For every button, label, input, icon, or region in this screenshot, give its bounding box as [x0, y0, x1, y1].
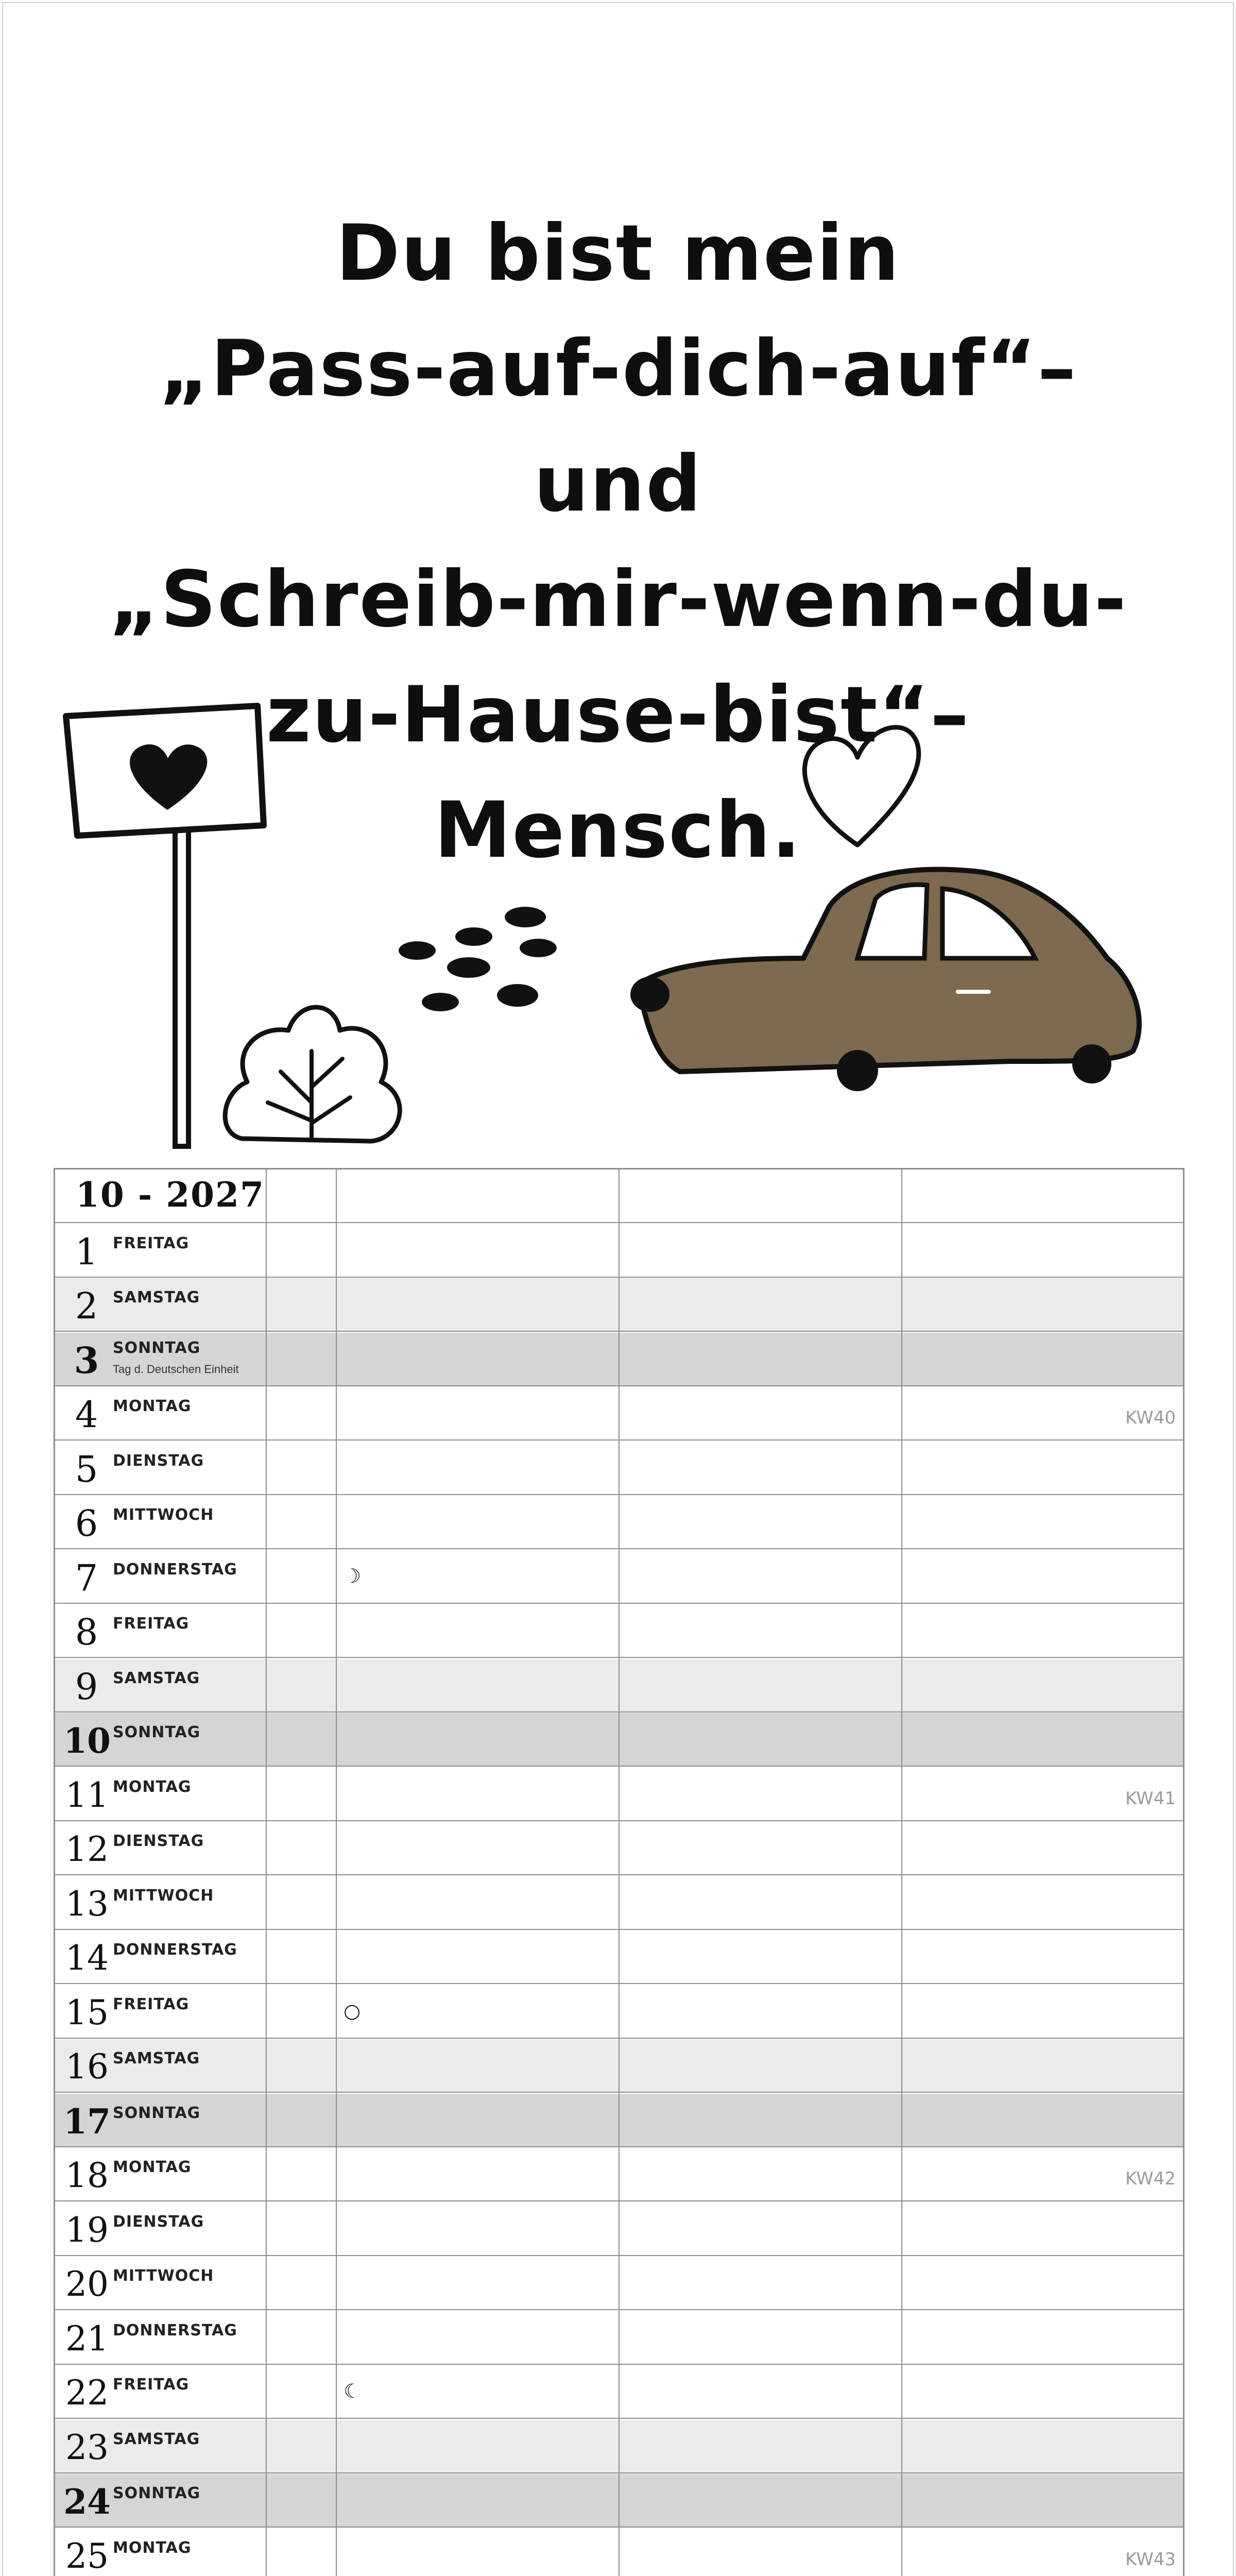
- day-number: 22: [65, 2373, 109, 2413]
- day-number: 7: [75, 1557, 98, 1599]
- weekday-name: SAMSTAG: [113, 1289, 200, 1307]
- quote-line: zu-Hause-bist“–: [266, 670, 970, 760]
- weekday-name: FREITAG: [113, 2376, 190, 2394]
- illustration: [0, 690, 1236, 1154]
- day-number: 20: [65, 2264, 109, 2304]
- weekday-name: FREITAG: [113, 1995, 190, 2013]
- week-number: KW40: [1125, 1408, 1176, 1428]
- weekday-name: SAMSTAG: [113, 1669, 200, 1687]
- quote-line: Mensch.: [434, 786, 802, 875]
- day-number: 6: [75, 1502, 98, 1545]
- day-number: 17: [63, 2102, 111, 2142]
- weekday-name: DONNERSTAG: [113, 2321, 237, 2340]
- weekday-name: DIENSTAG: [113, 2213, 204, 2231]
- day-number: 9: [75, 1666, 98, 1708]
- quote-line: „Schreib-mir-wenn-du-: [109, 555, 1127, 645]
- day-number: 14: [65, 1938, 109, 1978]
- moon-phase-icon: ○: [344, 1999, 361, 2022]
- weekday-name: FREITAG: [113, 1234, 190, 1252]
- day-number: 25: [65, 2536, 109, 2576]
- weekday-name: MITTWOCH: [113, 1506, 214, 1524]
- day-number: 4: [75, 1394, 98, 1436]
- moon-phase-icon: ☾: [344, 2380, 362, 2402]
- weekday-name: DONNERSTAG: [113, 1941, 237, 1959]
- day-number: 23: [65, 2428, 109, 2467]
- column-divider: [336, 1170, 337, 2576]
- weekday-name: SONNTAG: [113, 1723, 201, 1741]
- weekday-name: DIENSTAG: [113, 1832, 204, 1850]
- day-number: 12: [65, 1829, 109, 1869]
- weekday-name: SONNTAG: [113, 1339, 201, 1357]
- weekday-name: SONNTAG: [113, 2484, 201, 2502]
- weekday-name: SONNTAG: [113, 2104, 201, 2122]
- day-number: 10: [63, 1721, 111, 1761]
- weekday-name: SAMSTAG: [113, 2430, 200, 2448]
- weekday-name: DIENSTAG: [113, 1452, 204, 1470]
- day-number: 5: [75, 1448, 98, 1490]
- day-number: 8: [75, 1611, 98, 1653]
- dog-car-icon: [630, 870, 1139, 1091]
- heart-sign-icon: [66, 706, 264, 1146]
- day-number: 16: [65, 2047, 109, 2087]
- weekday-name: MITTWOCH: [113, 1887, 214, 1905]
- weekday-name: SAMSTAG: [113, 2049, 200, 2067]
- paw-prints-icon: [399, 907, 557, 1011]
- day-number: 24: [63, 2482, 111, 2522]
- day-number: 3: [74, 1339, 99, 1382]
- day-number: 2: [75, 1285, 98, 1327]
- quote-line: „Pass-auf-dich-auf“–: [159, 324, 1077, 414]
- leaf-bush-icon: [225, 1007, 400, 1141]
- day-number: 13: [65, 1884, 109, 1924]
- weekday-name: MONTAG: [113, 2539, 192, 2557]
- column-divider: [266, 1170, 267, 2576]
- weekday-name: MONTAG: [113, 1778, 192, 1796]
- calendar-grid: [54, 1168, 1184, 2576]
- weekday-name: MONTAG: [113, 1397, 192, 1415]
- weekday-name: FREITAG: [113, 1615, 190, 1633]
- day-number: 15: [65, 1993, 109, 2032]
- calendar-title: 10 - 2027: [76, 1175, 265, 1215]
- weekday-name: DONNERSTAG: [113, 1561, 237, 1579]
- day-number: 11: [65, 1775, 109, 1815]
- moon-phase-icon: ☽: [344, 1565, 362, 1587]
- week-number: KW43: [1125, 2549, 1176, 2570]
- weekday-name: MONTAG: [113, 2158, 192, 2176]
- day-number: 19: [65, 2210, 109, 2250]
- day-number: 1: [75, 1231, 98, 1273]
- column-divider: [619, 1170, 620, 2576]
- day-number: 18: [65, 2156, 109, 2195]
- holiday-note: Tag d. Deutschen Einheit: [113, 1363, 239, 1376]
- column-divider: [901, 1170, 902, 2576]
- quote-line: Du bist mein: [336, 209, 900, 298]
- week-number: KW42: [1125, 2168, 1176, 2189]
- week-number: KW41: [1125, 1788, 1176, 1809]
- weekday-name: MITTWOCH: [113, 2267, 214, 2285]
- quote-line: und: [534, 439, 702, 529]
- day-number: 21: [65, 2319, 109, 2359]
- heart-outline-icon: [804, 727, 918, 845]
